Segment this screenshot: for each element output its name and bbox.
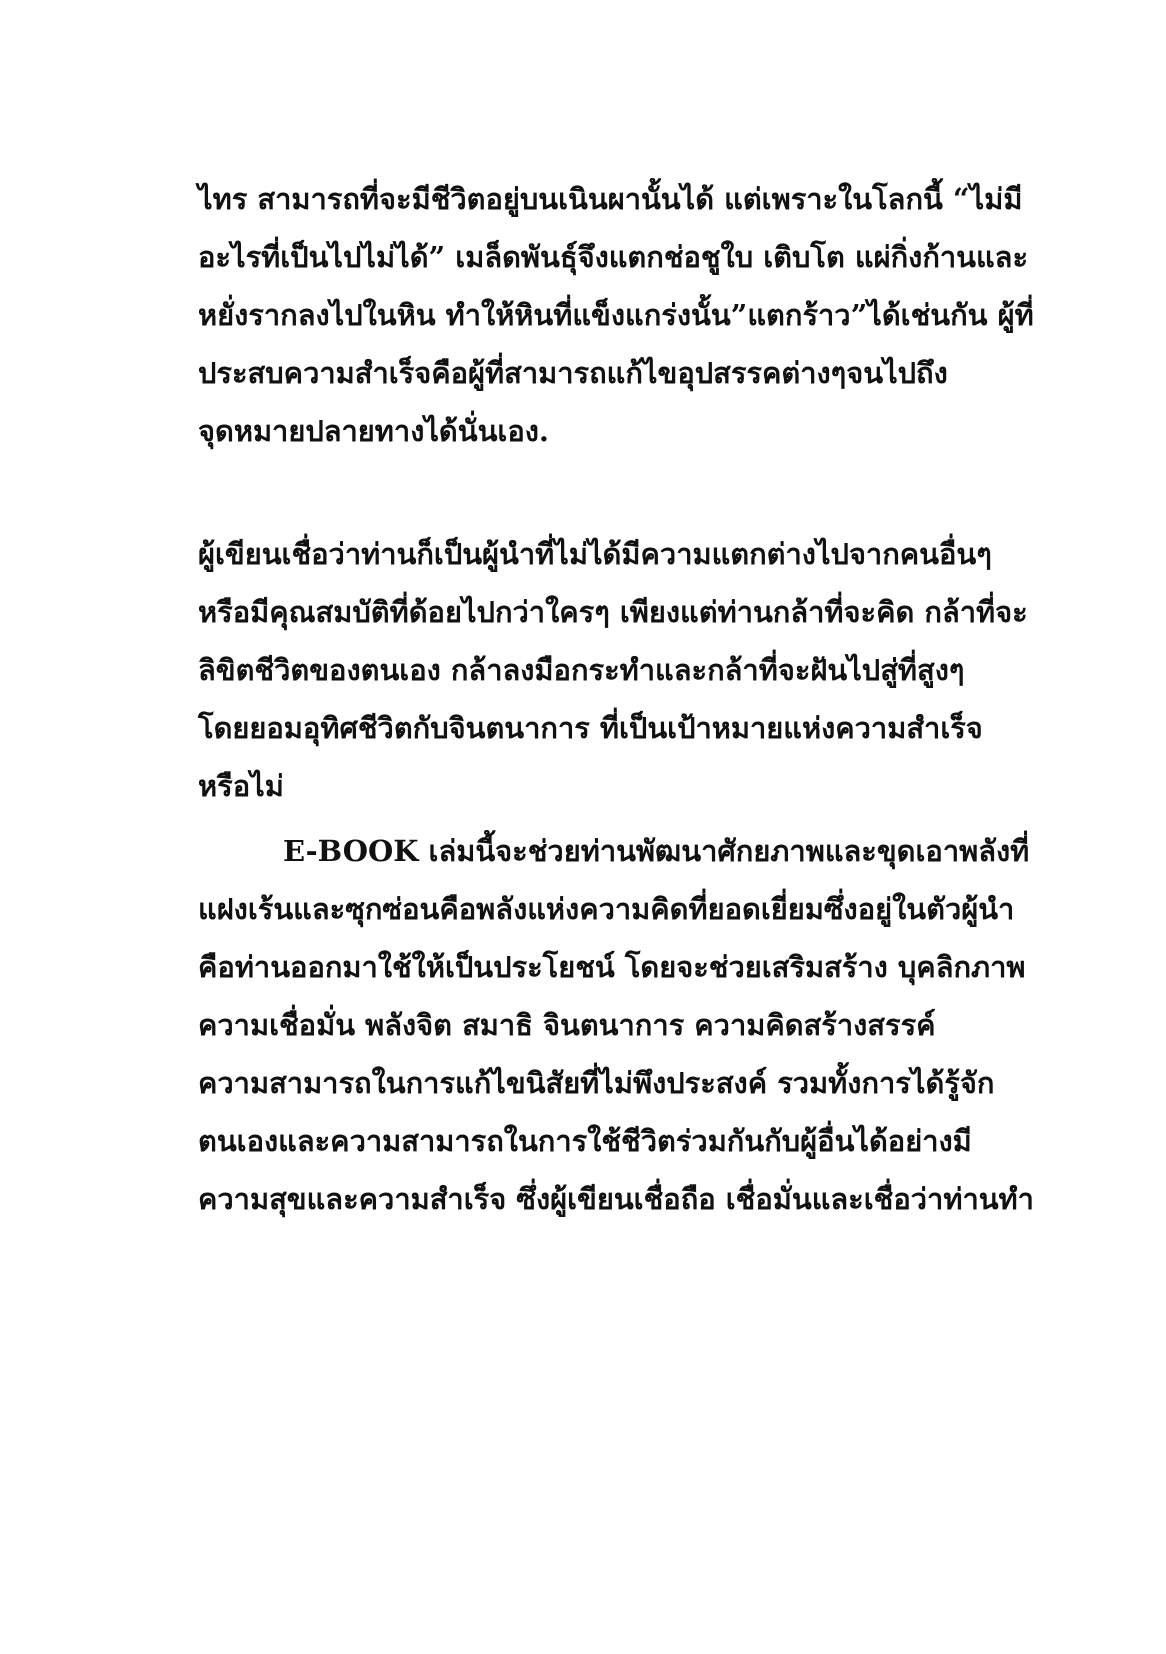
paragraph-line: หรือมีคุณสมบัติที่ด้อยไปกว่าใครๆ เพียงแต่ท่านกล้าที่จะคิด กล้าที่จะ — [198, 595, 1028, 629]
paragraph-1 — [198, 170, 1034, 460]
paragraph-line: หรือไม่ — [198, 769, 284, 803]
paragraph-2 — [198, 525, 1028, 815]
paragraph-line: โดยยอมอุทิศชีวิตกับจินตนาการ ที่เป็นเป้าหมายแห่งความสำเร็จ — [198, 711, 983, 745]
paragraph-line: E-BOOK เล่มนี้จะช่วยท่านพัฒนาศักยภาพและขุดเอาพลังที่ — [283, 834, 1030, 868]
paragraph-line: ความสุขและความสำเร็จ ซึ่งผู้เขียนเชื่อถือ เชื่อมั่นและเชื่อว่าท่านทำ — [198, 1182, 1034, 1216]
paragraph-3 — [198, 822, 1034, 1228]
paragraph-line: หยั่งรากลงไปในหิน ทำให้หินที่แข็งแกร่งนั้น”แตกร้าว”ได้เช่นกัน ผู้ที่ — [198, 298, 1034, 332]
paragraph-line: ความเชื่อมั่น พลังจิต สมาธิ จินตนาการ ความคิดสร้างสรรค์ — [198, 1008, 936, 1042]
paragraph-line: ความสามารถในการแก้ไขนิสัยที่ไม่พึงประสงค์ รวมทั้งการได้รู้จัก — [198, 1066, 995, 1100]
paragraph-line: ประสบความสำเร็จคือผู้ที่สามารถแก้ไขอุปสรรคต่างๆจนไปถึง — [198, 356, 948, 390]
paragraph-line: ตนเองและความสามารถในการใช้ชีวิตร่วมกันกับผู้อื่นได้อย่างมี — [198, 1124, 972, 1158]
paragraph-line: อะไรที่เป็นไปไม่ได้” เมล็ดพันธุ์จึงแตกช่อชูใบ เติบโต แผ่กิ่งก้านและ — [198, 240, 1029, 274]
paragraph-line: แฝงเร้นและซุกซ่อนคือพลังแห่งความคิดที่ยอดเยี่ยมซึ่งอยู่ในตัวผู้นำ — [198, 892, 1015, 926]
paragraph-line: ลิขิตชีวิตของตนเอง กล้าลงมือกระทำและกล้าที่จะฝันไปสู่ที่สูงๆ — [198, 653, 965, 687]
paragraph-line: ไทร สามารถที่จะมีชีวิตอยู่บนเนินผานั้นได้ แต่เพราะในโลกนี้ “ไม่มี — [198, 182, 1023, 216]
paragraph-line: ผู้เขียนเชื่อว่าท่านก็เป็นผู้นำที่ไม่ได้มีความแตกต่างไปจากคนอื่นๆ — [198, 537, 992, 571]
paragraph-line: คือท่านออกมาใช้ให้เป็นประโยชน์ โดยจะช่วยเสริมสร้าง บุคลิกภาพ — [198, 950, 1026, 984]
paragraph-line: จุดหมายปลายทางได้นั่นเอง. — [198, 414, 550, 448]
